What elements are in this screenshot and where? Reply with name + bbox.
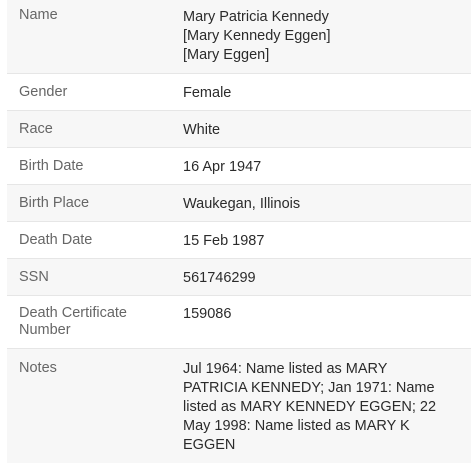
row-death-date [7, 222, 471, 259]
row-ssn [7, 259, 471, 296]
notes-line-3: listed as MARY KENNEDY EGGEN; 22 [183, 399, 437, 415]
ssn-text: 561746299 [183, 270, 256, 286]
death-certificate-text: 159086 [183, 306, 232, 322]
name-alias-1: [Mary Kennedy Eggen] [183, 28, 331, 44]
row-notes [7, 349, 471, 463]
race-value [183, 111, 471, 147]
death-date-value [183, 222, 471, 258]
notes-line-4: May 1998: Name listed as MARY K [183, 418, 410, 434]
name-value [183, 0, 471, 73]
birth-place-text: Waukegan, Illinois [183, 196, 301, 212]
notes-label: Notes [19, 360, 57, 376]
row-birth-place [7, 185, 471, 222]
death-certificate-label-line-2: Number [19, 322, 71, 338]
birth-date-text: 16 Apr 1947 [183, 159, 262, 175]
notes-line-2: PATRICIA KENNEDY; Jan 1971: Name [183, 380, 435, 396]
death-date-label: Death Date [19, 232, 93, 248]
race-text: White [183, 122, 221, 138]
death-certificate-value [183, 296, 471, 348]
gender-value [183, 74, 471, 110]
notes-value [183, 349, 471, 463]
row-gender [7, 74, 471, 111]
row-race [7, 111, 471, 148]
name-primary: Mary Patricia Kennedy [183, 9, 329, 25]
gender-label: Gender [19, 84, 68, 100]
name-alias-2: [Mary Eggen] [183, 47, 270, 63]
ssn-value [183, 259, 471, 295]
birth-date-value [183, 148, 471, 184]
record-details-table [7, 0, 471, 463]
death-certificate-label-line-1: Death Certificate [19, 305, 127, 321]
birth-place-label: Birth Place [19, 195, 90, 211]
gender-text: Female [183, 85, 232, 101]
notes-line-5: EGGEN [183, 437, 236, 453]
row-name [7, 0, 471, 74]
birth-date-label: Birth Date [19, 158, 84, 174]
name-label: Name [19, 7, 58, 23]
birth-place-value [183, 185, 471, 221]
death-date-text: 15 Feb 1987 [183, 233, 265, 249]
race-label: Race [19, 121, 53, 137]
row-birth-date [7, 148, 471, 185]
notes-line-1: Jul 1964: Name listed as MARY [183, 361, 388, 377]
row-death-certificate [7, 296, 471, 349]
ssn-label: SSN [19, 269, 49, 285]
death-certificate-label [7, 296, 183, 348]
